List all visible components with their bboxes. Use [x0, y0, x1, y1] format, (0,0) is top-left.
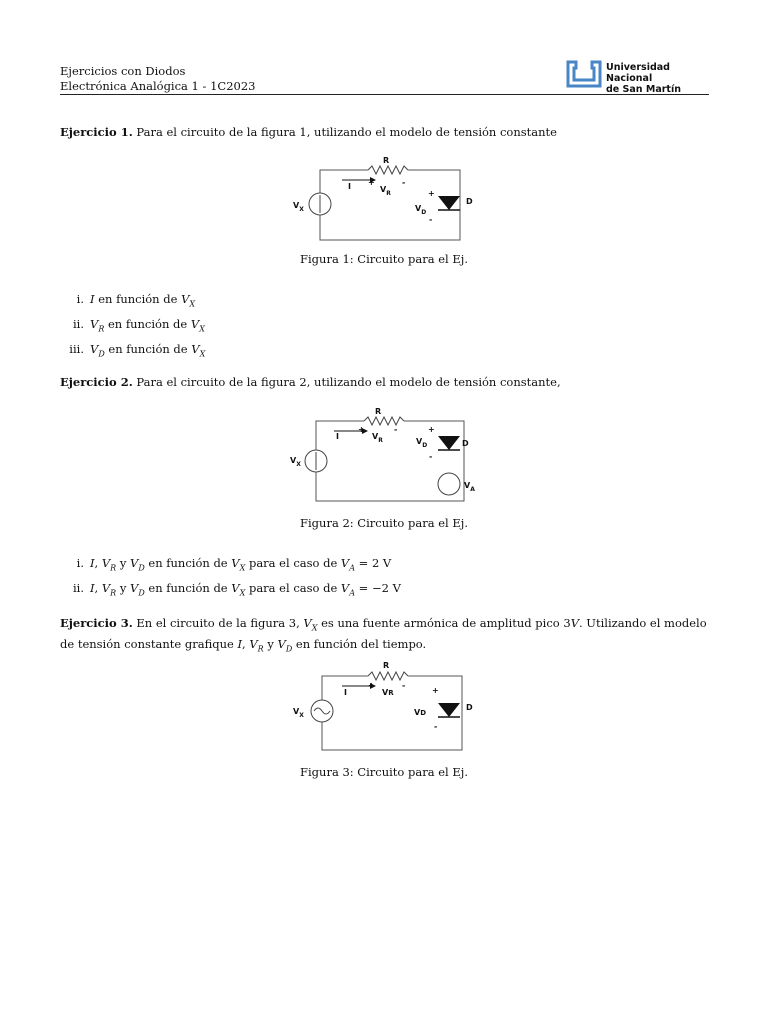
label-i: I — [336, 432, 339, 441]
circuit-diagram-3 — [288, 658, 478, 754]
figure-1-caption: Figura 1: Circuito para el Ej. — [300, 252, 468, 266]
logo-text — [606, 62, 716, 95]
exercise-3-statement: Ejercicio 3. En el circuito de la figura 3, $V_X$ es una fuente armónica de amplitud pico 3V. Utilizando el modelo de tensión constante grafique I, $V_R$ y $V_D$ en función del tiempo. — [60, 616, 707, 654]
label-vr-plus: + — [358, 425, 365, 434]
figure-2-caption: Figura 2: Circuito para el Ej. — [300, 516, 468, 530]
label-vr-minus: - — [402, 681, 406, 690]
label-vx: $V_X$ — [293, 201, 304, 213]
circuit-diagram-1 — [288, 154, 478, 246]
label-vr: $V_R$ — [380, 185, 391, 197]
label-vx: $V_X$ — [293, 707, 304, 719]
label-vr-minus: - — [394, 425, 398, 434]
label-vd-plus: + — [428, 189, 435, 198]
exercise-2-statement — [60, 374, 712, 391]
label-vr-plus: + — [368, 178, 375, 187]
label-r: R — [383, 661, 390, 670]
header-line-2: Electrónica Analógica 1 - 1C2023 — [60, 79, 256, 93]
exercise-3-label: Ejercicio 3. — [60, 616, 133, 630]
label-va: $V_A$ — [464, 481, 475, 493]
exercise-1-statement — [60, 124, 712, 141]
figure-2-circuit — [288, 404, 488, 512]
label-vx: $V_X$ — [290, 456, 301, 468]
university-logo — [566, 58, 716, 95]
label-d: D — [466, 197, 473, 206]
label-vd: $V_D$ — [416, 437, 428, 449]
label-vr-minus: - — [402, 178, 406, 187]
label-i: I — [344, 688, 347, 697]
exercise-2-text: Para el circuito de la figura 2, utilizando el modelo de tensión constante, — [132, 375, 561, 389]
label-vr: VR — [382, 688, 394, 697]
exercise-1-label: Ejercicio 1. — [60, 125, 133, 139]
label-d: D — [466, 703, 473, 712]
figure-3-circuit — [288, 658, 478, 758]
label-vr: $V_R$ — [372, 432, 383, 444]
unsam-logo-icon — [566, 58, 602, 90]
label-i: I — [348, 182, 351, 191]
header-text — [60, 64, 255, 94]
header-line-1: Ejercicios con Diodos — [60, 64, 186, 78]
figure-1-circuit — [288, 154, 478, 250]
label-vr-plus: + — [368, 681, 375, 690]
circuit-diagram-2 — [288, 404, 488, 508]
exercise-1-text: Para el circuito de la figura 1, utilizando el modelo de tensión constante — [132, 125, 557, 139]
logo-line-2: de San Martín — [606, 84, 681, 95]
label-vd-minus: - — [429, 215, 433, 224]
label-vd-plus: + — [432, 686, 439, 695]
label-vd-minus: - — [429, 452, 433, 461]
label-vd-minus: - — [434, 722, 438, 731]
label-vd: $V_D$ — [415, 204, 427, 216]
label-d: D — [462, 439, 469, 448]
label-vd: VD — [414, 708, 427, 717]
label-vd-plus: + — [428, 425, 435, 434]
figure-3-caption: Figura 3: Circuito para el Ej. — [300, 765, 468, 779]
exercise-2-label: Ejercicio 2. — [60, 375, 133, 389]
label-r: R — [383, 156, 390, 165]
logo-line-1: Universidad Nacional — [606, 62, 670, 84]
label-r: R — [375, 407, 382, 416]
